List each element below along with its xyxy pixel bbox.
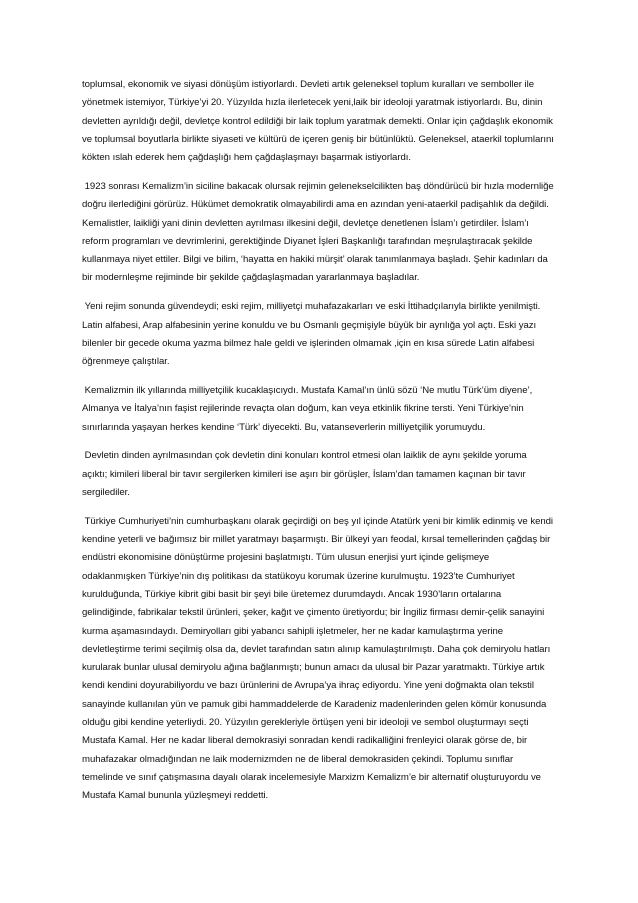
paragraph-6: Türkiye Cumhuriyeti’nin cumhurbaşkanı olarak geçirdiği on beş yıl içinde Atatürk yeni bir kimlik edinmiş ve kendi kendine yeterli ve bağımsız bir millet yaratmayı başarmıştı. Bir ülkeyi yarı feodal, kırsal temellerinden çağdaş bir endüstri ekonomisine dönüştürme projesini başlatmıştı. Tüm ulusun enerjisi yurt içinde gelişmeye odaklanmışken Türkiye’nin dış politikası da statükoyu korumak üzerine kurulmuştu. 1923’te Cumhuriyet kurulduğunda, Türkiye kibrit gibi basit bir şeyi bile üretemez durumdaydı. Ancak 1930’ların ortalarına gelindiğinde, fabrikalar tekstil ürünleri, şeker, kağıt ve çimento üretiyordu; bir İngiliz firması demir-çelik sanayini kurma aşamasındaydı. Demiryolları gibi yabancı sahipli işletmeler, her ne kadar kamulaştırma yerine devletleştirme terimi seçilmiş olsa da, devlet tarafından satın alınıp kamulaştırılmıştı. Daha çok demiryolu hatları kurularak bunlar ulusal demiryolu ağına bağlanmıştı; bunun amacı da ulusal bir Pazar yaratmaktı. Türkiye artık kendi kendini doyurabiliyordu ve bazı ürünlerini de Avrupa’ya ihraç ediyordu. Yine yeni doğmakta olan tekstil sanayinde kullanılan yün ve pamuk gibi hammaddelerde de Karadeniz madenlerinden gelen kömür konusunda olduğu gibi kendine yeterliydi. 20. Yüzyılın gerekleriyle örtüşen yeni bir ideoloji ve sembol oluşturmayı seçti Mustafa Kamal. Her ne kadar liberal demokrasiyi sonradan kendi radikalliğini frenleyici olarak görse de, bir muhafazakar olmadığından ne laik modernizmden ne de liberal demokrasiden çekindi. Toplumu sınıflar temelinde ve sınıf çatışmasına dayalı olarak incelemesiyle Marxizm Kemalizm’e bir alternatif oluşturuyordu ve Mustafa Kamal bununla yüzleşmeyi reddetti. bbox=[82, 515, 554, 802]
paragraph-5: Devletin dinden ayrılmasından çok devletin dini konuları kontrol etmesi olan laiklik de aynı şekilde yoruma açıktı; kimileri liberal bir tavır sergilerken kimileri ise aşırı bir görüşler, İslam’dan tamamen kaçınan bir tavır sergilediler. bbox=[82, 450, 527, 498]
paragraph-4: Kemalizmin ilk yıllarında milliyetçilik kucaklaşıcıydı. Mustafa Kamal’ın ünlü sözü ‘Ne mutlu Türk’üm diyene’, Almanya ve İtalya’nın faşist rejilerinde revaçta olan doğum, kan veya etkinlik fikrine tersti. Yeni Türkiye’nin sınırlarında yaşayan herkes kendine ‘Türk’ diyecekti. Bu, vatanseverlerin milliyetçilik yorumuydu. bbox=[82, 384, 533, 433]
paragraph-2: 1923 sonrası Kemalizm’in siciline bakacak olursak rejimin gelenekselcilikten baş döndürücü bir hızla modernliğe doğru ilerlediğini görürüz. Hükümet demokratik olmayabilirdi ama en azından yeni-ataerkil padişahlık da değildi. Kemalistler, laikliği yani dinin devletten ayrılması ilkesini değil, devletçe denetlenen İslam’ı getirdiler. İslam’ı reform programları ve devrimlerini, gerektiğinde Diyanet İşleri Başkanlığı tarafından meşrulaştıracak şekilde kullanmaya niyet ettiler. Bilgi ve bilim, ‘hayatta en hakiki mürşit’ olarak tanımlanmaya başladı. Şehir kadınları da bir modernleşme rejiminde bir şekilde çağdaşlaşmadan yararlanmaya başladılar. bbox=[82, 180, 554, 284]
document-body bbox=[82, 76, 554, 816]
paragraph-3: Yeni rejim sonunda güvendeydi; eski rejim, milliyetçi muhafazakarları ve eski İttihadçılarıyla birlikte yenilmişti. Latin alfabesi, Arap alfabesinin yerine konuldu ve bu Osmanlı geçmişiyle büyük bir ayrılığa yol açtı. Eski yazı bilenler bir gecede okuma yazma bilmez hale geldi ve işlerinden olmamak ,için en kısa sürede Latin alfabesi öğrenmeye çalıştılar. bbox=[82, 301, 541, 368]
paragraph-1: toplumsal, ekonomik ve siyasi dönüşüm istiyorlardı. Devleti artık geleneksel toplum kuralları ve semboller ile yönetmek istemiyor, Türkiye’yi 20. Yüzyılda hızla ilerletecek yeni,laik bir ideoloji yaratmak istiyorlardı. Bu, dinin devletten ayrıldığı değil, devletçe kontrol edildiği bir laik toplum yaratmak demekti. Onlar için çağdaşlık ekonomik ve toplumsal boyutlarla birlikte siyaseti ve kültürü de içeren geniş bir bütünlüktü. Geleneksel, ataerkil toplumlarını kökten ıslah ederek hem çağdaşlığı hem çağdaşlaşmayı başarmak istiyorlardı. bbox=[82, 79, 554, 164]
